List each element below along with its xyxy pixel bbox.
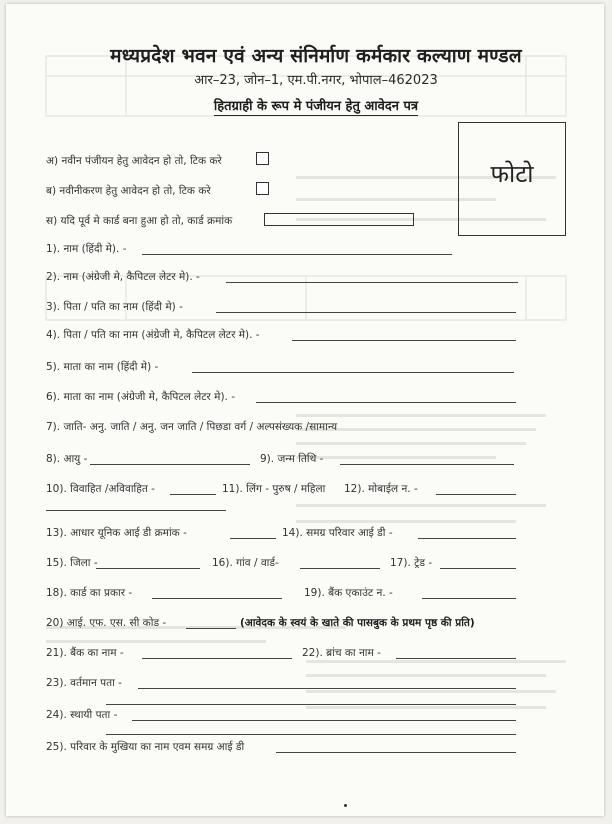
form-subtitle xyxy=(66,96,566,114)
card-type-line[interactable] xyxy=(152,598,282,599)
field-bank-account-label: 19). बैंक एकाउंट न. - xyxy=(304,587,393,599)
field-marital-label: 10). विवाहित /अविवाहित - xyxy=(46,483,155,495)
trade-line[interactable] xyxy=(440,568,516,569)
renewal-checkbox[interactable] xyxy=(256,182,269,195)
marital-line[interactable] xyxy=(170,494,216,495)
field-previous-card-label: स) यदि पूर्व मे कार्ड बना हुआ हो तो, कार्ड क्रमांक xyxy=(46,215,233,227)
family-head-line[interactable] xyxy=(276,752,516,753)
field-name-english-label: 2). नाम (अंग्रेजी मे, कैपिटल लेटर मे). - xyxy=(46,271,200,283)
age-line[interactable] xyxy=(90,464,250,465)
photo-label: फोटो xyxy=(490,160,534,188)
field-samagra-family-label: 14). समग्र परिवार आई डी - xyxy=(282,527,393,539)
field-card-type-account xyxy=(46,586,556,604)
bank-name-line[interactable] xyxy=(142,658,292,659)
form-subtitle-text: हितग्राही के रूप मे पंजीयन हेतु आवेदन पत्र xyxy=(213,99,419,114)
aadhaar-line[interactable] xyxy=(230,538,276,539)
name-english-line[interactable] xyxy=(226,282,518,283)
field-family-head xyxy=(46,740,556,758)
field-name-english xyxy=(46,270,556,288)
mobile-continuation-line[interactable] xyxy=(46,510,226,511)
permanent-address-line[interactable] xyxy=(132,720,516,721)
previous-card-number-box[interactable] xyxy=(264,213,414,226)
field-age-label: 8). आयु - xyxy=(46,453,88,465)
field-aadhaar-samagra xyxy=(46,526,556,544)
field-father-name-hindi-label: 3). पिता / पति का नाम (हिंदी मे) - xyxy=(46,301,183,313)
field-bank-name-label: 21). बैंक का नाम - xyxy=(46,647,124,659)
field-bank-branch xyxy=(46,646,556,664)
field-village-label: 16). गांव / वार्ड- xyxy=(212,557,279,569)
name-hindi-line[interactable] xyxy=(142,254,452,255)
field-district-label: 15). जिला - xyxy=(46,557,98,569)
mobile-line[interactable] xyxy=(436,494,516,495)
field-caste xyxy=(46,420,556,438)
dob-line[interactable] xyxy=(340,464,514,465)
field-age-dob xyxy=(46,452,556,470)
new-registration-checkbox[interactable] xyxy=(256,152,269,165)
field-name-hindi xyxy=(46,242,556,260)
field-caste-label: 7). जाति- अनु. जाति / अनु. जन जाति / पिछडा वर्ग / अल्पसंख्यक /सामान्य xyxy=(46,421,338,433)
field-new-registration xyxy=(46,154,446,172)
samagra-family-line[interactable] xyxy=(418,538,516,539)
page-dot xyxy=(344,804,347,807)
board-address: आर–23, जोन–1, एम.पी.नगर, भोपाल–462023 xyxy=(194,73,438,88)
field-district-village-trade xyxy=(46,556,556,574)
current-address-continuation-line[interactable] xyxy=(106,704,516,705)
current-address-line[interactable] xyxy=(138,688,516,689)
field-renewal xyxy=(46,184,446,202)
field-mobile-continuation xyxy=(46,498,556,516)
board-title: मध्यप्रदेश भवन एवं अन्य संनिर्माण कर्मकार कल्याण मण्डल xyxy=(110,45,522,67)
field-permanent-address-label: 24). स्थायी पता - xyxy=(46,709,118,721)
field-trade-label: 17). ट्रेड - xyxy=(390,557,433,569)
field-father-name-english-label: 4). पिता / पति का नाम (अंग्रेजी मे, कैपिटल लेटर मे). - xyxy=(46,329,260,341)
field-previous-card xyxy=(46,214,446,232)
field-permanent-address-continuation xyxy=(46,722,556,740)
district-line[interactable] xyxy=(96,568,200,569)
photo-box xyxy=(458,122,566,236)
father-name-english-line[interactable] xyxy=(292,340,516,341)
application-form-page xyxy=(6,4,604,816)
field-renewal-label: ब) नवीनीकरण हेतु आवेदन हो तो, टिक करे xyxy=(46,185,211,197)
field-name-hindi-label: 1). नाम (हिंदी मे). - xyxy=(46,243,127,255)
field-card-type-label: 18). कार्ड का प्रकार - xyxy=(46,587,133,599)
field-mother-name-hindi-label: 5). माता का नाम (हिंदी मे) - xyxy=(46,361,159,373)
field-father-name-english xyxy=(46,328,556,346)
field-current-address-label: 23). वर्तमान पता - xyxy=(46,677,122,689)
mother-name-hindi-line[interactable] xyxy=(192,372,514,373)
field-ifsc xyxy=(46,616,566,634)
field-dob-label: 9). जन्म तिथि - xyxy=(260,453,324,465)
field-aadhaar-label: 13). आधार यूनिक आई डी क्रमांक - xyxy=(46,527,187,539)
field-branch-name-label: 22). ब्रांच का नाम - xyxy=(302,647,381,659)
field-mother-name-english-label: 6). माता का नाम (अंग्रेजी मे, कैपिटल लेटर मे). - xyxy=(46,391,235,403)
field-ifsc-label: 20) आई. एफ. एस. सी कोड - xyxy=(46,617,167,629)
permanent-address-continuation-line[interactable] xyxy=(106,734,516,735)
field-mobile-label: 12). मोबाईल न. - xyxy=(344,483,418,495)
ifsc-note: (आवेदक के स्वयं के खाते की पासबुक के प्रथम पृष्ठ की प्रति) xyxy=(240,617,475,629)
field-family-head-label: 25). परिवार के मुखिया का नाम एवम समग्र आई डी xyxy=(46,741,245,753)
bank-account-line[interactable] xyxy=(422,598,516,599)
field-gender-label: 11). लिंग - पुरुष / महिला xyxy=(222,483,326,495)
ifsc-line[interactable] xyxy=(186,628,236,629)
village-line[interactable] xyxy=(300,568,380,569)
field-mother-name-english xyxy=(46,390,556,408)
field-mother-name-hindi xyxy=(46,360,556,378)
field-father-name-hindi xyxy=(46,300,556,318)
father-name-hindi-line[interactable] xyxy=(216,312,516,313)
mother-name-english-line[interactable] xyxy=(256,402,516,403)
branch-name-line[interactable] xyxy=(396,658,516,659)
field-new-registration-label: अ) नवीन पंजीयन हेतु आवेदन हो तो, टिक करे xyxy=(46,155,222,167)
